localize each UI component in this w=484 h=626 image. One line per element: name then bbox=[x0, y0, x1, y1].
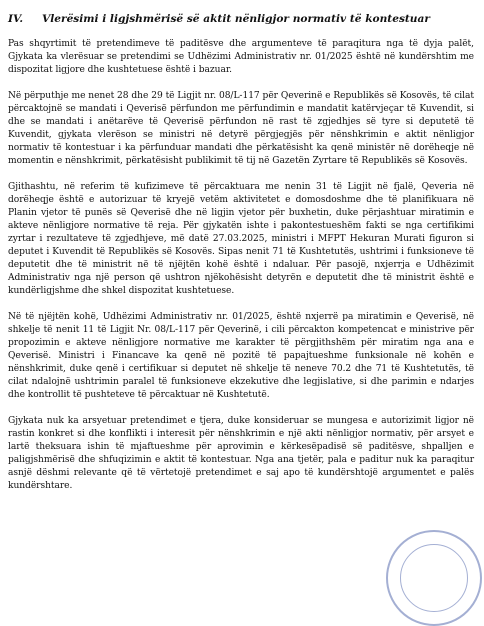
paragraph-2: Në përputhje me nenet 28 dhe 29 të Ligjit nr. 08/L-117 për Qeverinë e Republikës së Kosovës, të cilat përcaktojnë se mandati i Qeverisë përfundon me përfundimin e mandatit katërvjeçar të Kuvendit, si dhe se mandati i anëtarëve të Qeverisë përfundon në rast të zgjedhjes së tyre si deputetë të Kuvendit, gjykata vlerëson se ministri në detyrë përgjegjës për nënshkrimin e aktit nënligjor normativ të kontestuar i ka përfunduar mandati dhe përkatësisht ka qenë ministër në dorëheqje në momentin e nënshkrimit, përkatësisht publikimit të tij në Gazetën Zyrtare të Republikës së Kosovës. bbox=[8, 91, 474, 166]
section-title: Vlerësimi i ligjshmërisë së aktit nënligjor normativ të kontestuar bbox=[42, 13, 430, 25]
paragraph-1: Pas shqyrtimit të pretendimeve të paditësve dhe argumenteve të paraqitura nga të dyja palët, Gjykata ka vlerësuar se pretendimi se Udhëzimi Administrativ nr. 01/2025 është në kundërshtim me dispozitat ligjore dhe kushtetuese është i bazuar. bbox=[8, 39, 474, 75]
section-heading bbox=[8, 12, 474, 26]
paragraph-3: Gjithashtu, në referim të kufizimeve të përcaktuara me nenin 31 të Ligjit në fjalë, Qeveria në dorëheqje është e autorizuar të kryejë vetëm aktivitetet e domosdoshme dhe të planifikuara në Planin vjetor të punës së Qeverisë dhe në ligjin vjetor për buxhetin, duke përjashtuar miratimin e akteve nënligjore normative të reja. Për gjykatën ishte i pakontestueshëm fakti se nga certifikimi zyrtar i rezultateve të zgjedhjeve, më datë 27.03.2025, ministri i MFPT Hekuran Murati figuron si deputet i Kuvendit të Republikës së Kosovës. Sipas nenit 71 të Kushtetutës, ushtrimi i funksioneve të deputetit dhe të ministrit në të njëjtën kohë është i ndaluar. Për pasojë, nxjerrja e Udhëzimit Administrativ nga një person që ushtron njëkohësisht detyrën e deputetit dhe të ministrit është e kundërligjshme dhe shkel dispozitat kushtetuese. bbox=[8, 182, 474, 296]
official-stamp bbox=[386, 530, 482, 626]
paragraph-4: Në të njëjtën kohë, Udhëzimi Administrativ nr. 01/2025, është nxjerrë pa miratimin e Qeverisë, në shkelje të nenit 11 të Ligjit Nr. 08/L-117 për Qeverinë, i cili përcakton kompetencat e ministrive për propozimin e akteve nënligjore normative me karakter të përgjithshëm për miratim nga ana e Qeverisë. Ministri i Financave ka qenë në pozitë të papajtueshme funksionale në kohën e nënshkrimit, duke qenë i certifikuar si deputet në shkelje të neneve 70.2 dhe 71 të Kushtetutës, të cilat ndalojnë ushtrimin paralel të funksioneve ekzekutive dhe legjislative, si dhe parimin e ndarjes dhe kontrollit të pushteteve të përcaktuar në Kushtetutë. bbox=[8, 312, 474, 400]
paragraph-5: Gjykata nuk ka arsyetuar pretendimet e tjera, duke konsideruar se mungesa e autorizimit ligjor në rastin konkret si dhe konflikti i interesit për nënshkrimin e një akti nënligjor normativ, për arsyet e lartë theksuara ishin të mjaftueshme për aprovimin e kërkesëpadisë së paditësve, shpalljen e paligjshmërisë dhe shfuqizimin e aktit të kontestuar. Nga ana tjetër, pala e paditur nuk ka paraqitur asnjë dëshmi relevante që të vërtetojë pretendimet e saj apo të kundërshtojë argumentet e palës kundërshtare. bbox=[8, 416, 474, 491]
section-number: IV. bbox=[8, 13, 24, 25]
